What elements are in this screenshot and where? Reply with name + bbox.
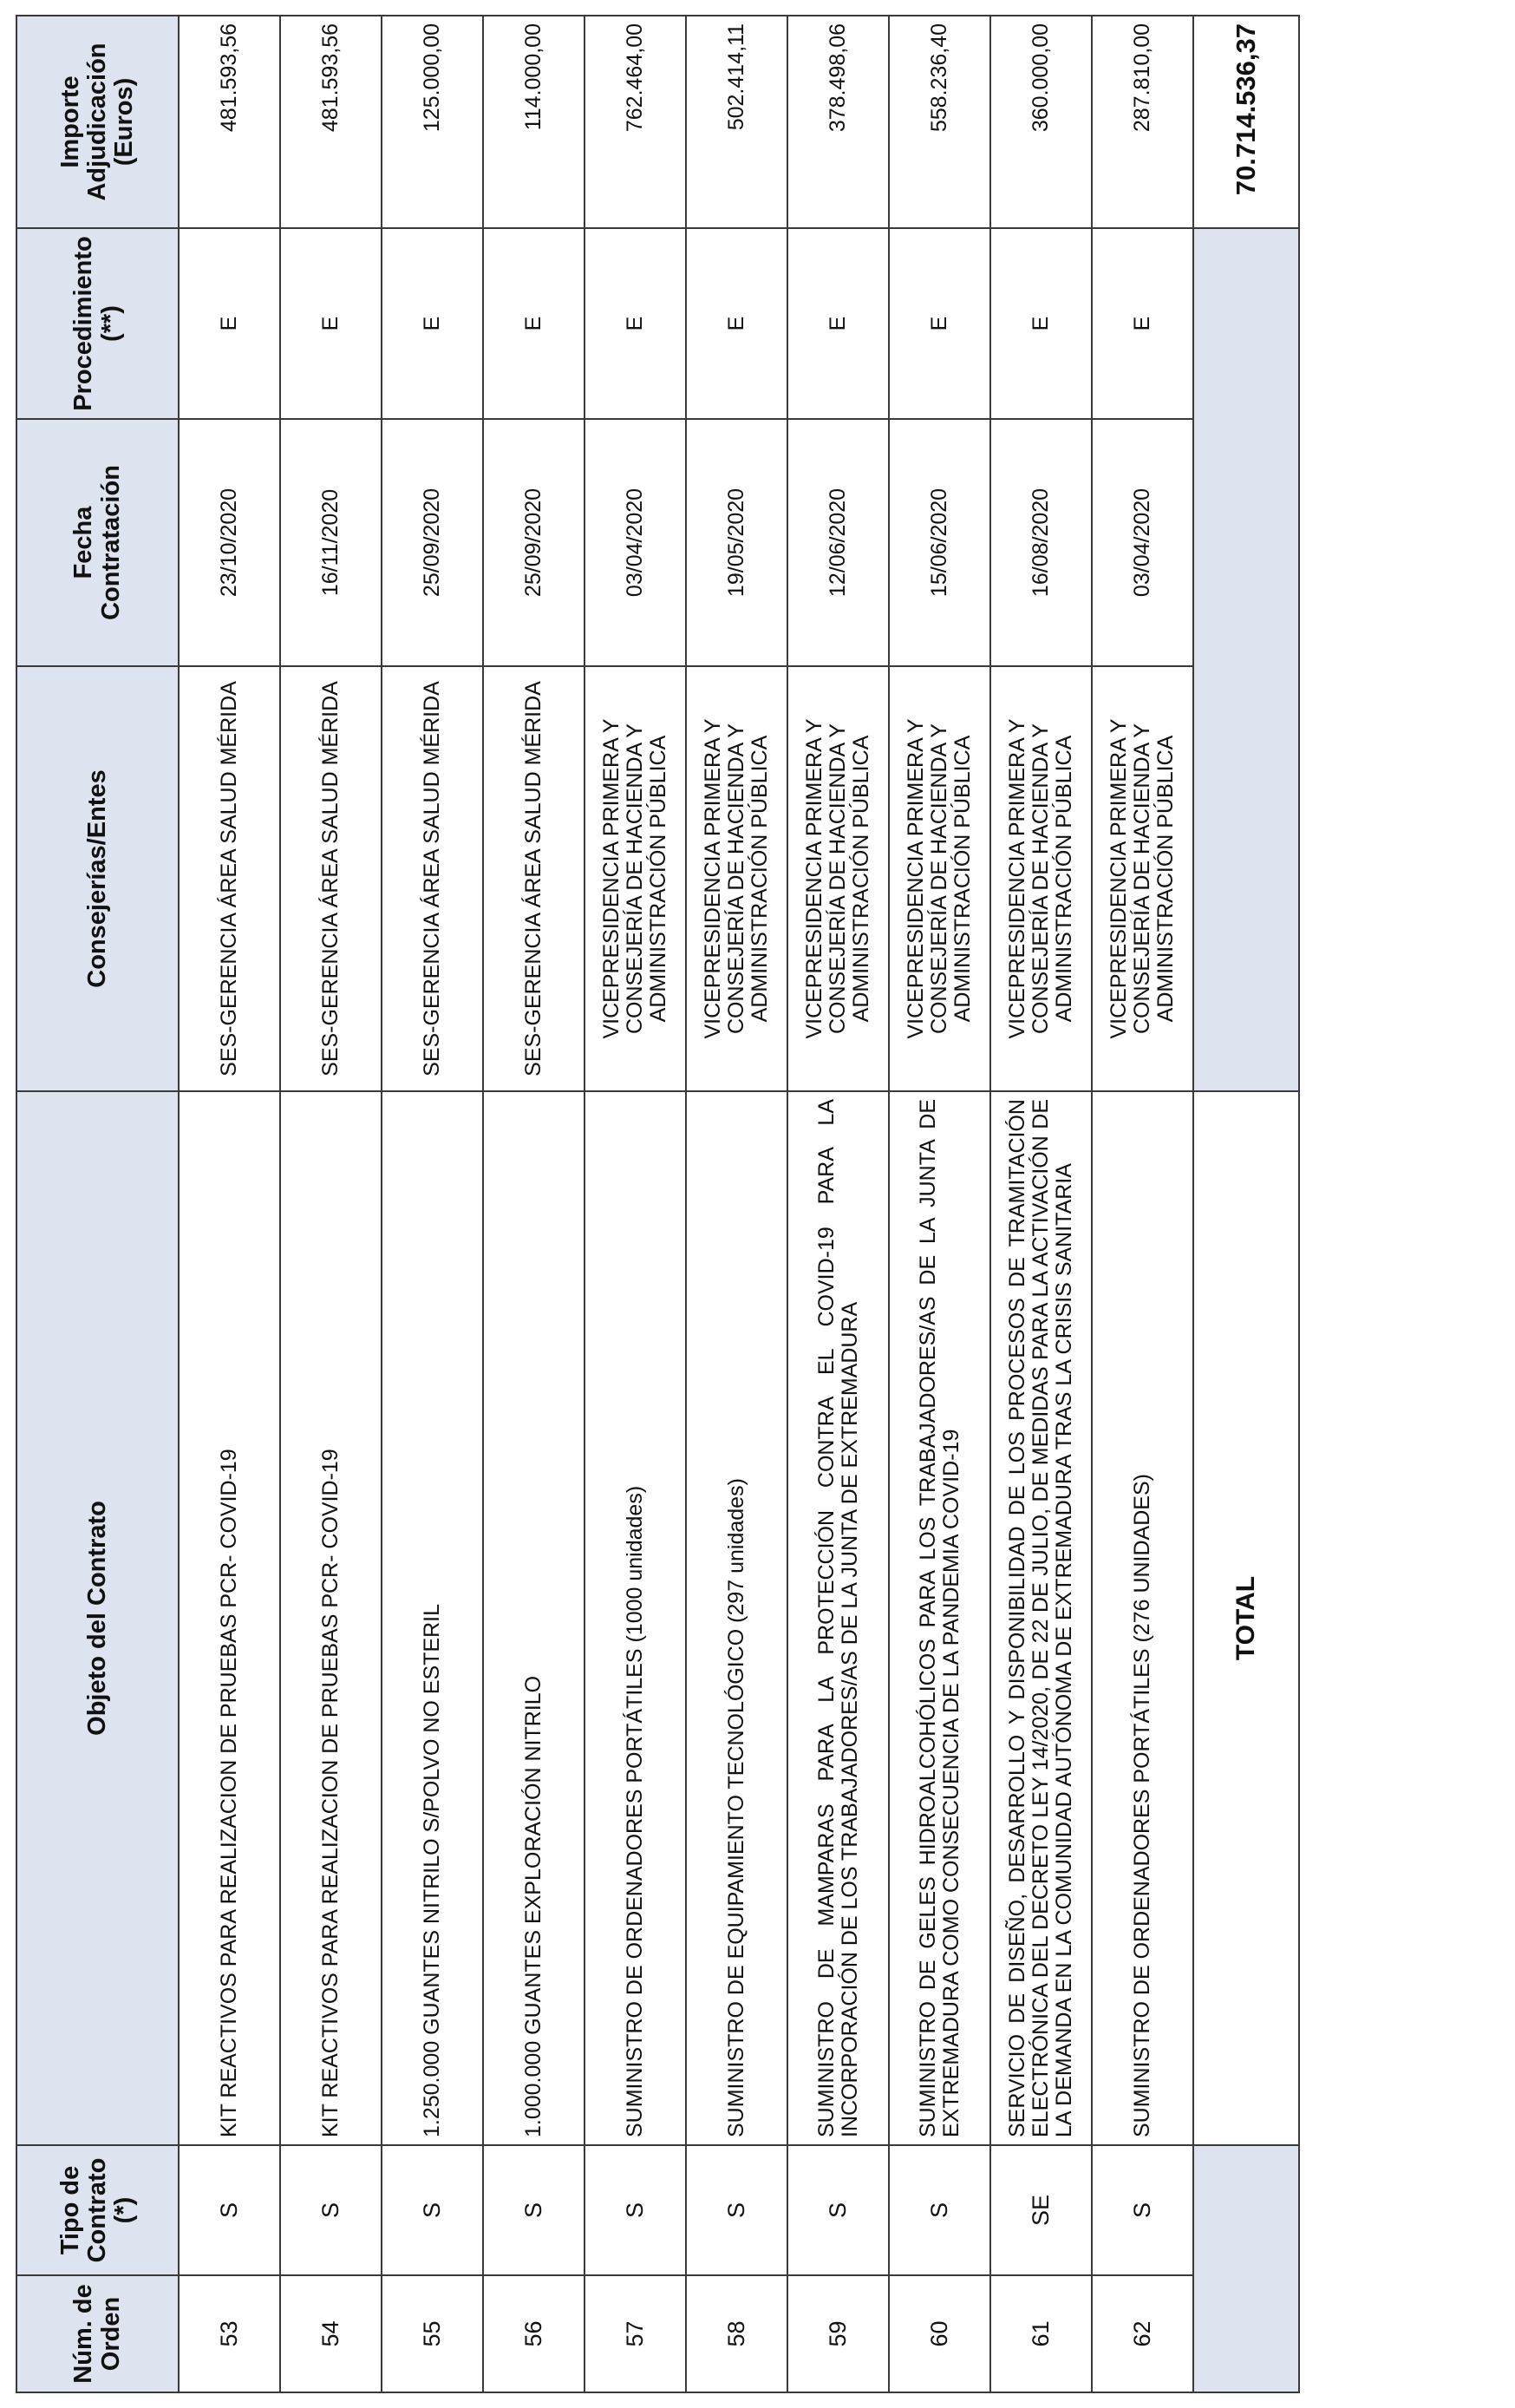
cell-objeto: KIT REACTIVOS PARA REALIZACION DE PRUEBAS PCR- COVID-19	[179, 1091, 280, 2145]
cell-fecha: 25/09/2020	[483, 419, 584, 666]
table-row	[483, 16, 584, 2392]
cell-tipo: S	[483, 2145, 584, 2275]
cell-num: 59	[787, 2275, 889, 2392]
cell-tipo: S	[1092, 2145, 1193, 2275]
cell-ente: VICEPRESIDENCIA PRIMERA Y CONSEJERÍA DE HACIENDA Y ADMINISTRACIÓN PÚBLICA	[584, 666, 686, 1091]
cell-procedimiento: E	[889, 228, 990, 419]
total-value: 70.714.536,37	[1193, 16, 1299, 228]
cell-fecha: 15/06/2020	[889, 419, 990, 666]
table-row	[179, 16, 280, 2392]
total-row	[1193, 16, 1299, 2392]
cell-fecha: 16/11/2020	[280, 419, 382, 666]
header-row	[16, 16, 179, 2392]
cell-num: 58	[686, 2275, 787, 2392]
rotated-table-wrapper	[16, 16, 1273, 2393]
cell-procedimiento: E	[686, 228, 787, 419]
cell-num: 62	[1092, 2275, 1193, 2392]
cell-tipo: S	[584, 2145, 686, 2275]
cell-procedimiento: E	[483, 228, 584, 419]
header-tipo-contrato: Tipo de Contrato (*)	[16, 2145, 179, 2275]
cell-objeto: KIT REACTIVOS PARA REALIZACION DE PRUEBAS PCR- COVID-19	[280, 1091, 382, 2145]
cell-num: 53	[179, 2275, 280, 2392]
cell-objeto: SUMINISTRO DE ORDENADORES PORTÁTILES (276 UNIDADES)	[1092, 1091, 1193, 2145]
cell-objeto: 1.000.000 GUANTES EXPLORACIÓN NITRILO	[483, 1091, 584, 2145]
cell-ente: SES-GERENCIA ÁREA SALUD MÉRIDA	[280, 666, 382, 1091]
table-row	[280, 16, 382, 2392]
cell-objeto: SERVICIO DE DISEÑO, DESARROLLO Y DISPONIBILIDAD DE LOS PROCESOS DE TRAMITACIÓN ELECTRÓNICA DEL DECRETO LEY 14/2020, DE 22 DE JULIO, DE MEDIDAS PARA LA ACTIVACIÓN DE LA DEMANDA EN LA COMUNIDAD AUTÓNOMA DE EXTREMADURA TRAS LA CRISIS SANITARIA	[990, 1091, 1092, 2145]
cell-importe: 378.498,06	[787, 16, 889, 228]
cell-importe: 502.414,11	[686, 16, 787, 228]
cell-tipo: S	[686, 2145, 787, 2275]
total-spacer	[1193, 228, 1299, 1091]
cell-procedimiento: E	[179, 228, 280, 419]
cell-num: 56	[483, 2275, 584, 2392]
cell-fecha: 03/04/2020	[584, 419, 686, 666]
cell-fecha: 23/10/2020	[179, 419, 280, 666]
cell-fecha: 16/08/2020	[990, 419, 1092, 666]
cell-fecha: 25/09/2020	[382, 419, 483, 666]
table-row	[990, 16, 1092, 2392]
cell-ente: VICEPRESIDENCIA PRIMERA Y CONSEJERÍA DE HACIENDA Y ADMINISTRACIÓN PÚBLICA	[1092, 666, 1193, 1091]
cell-tipo: S	[889, 2145, 990, 2275]
table-row	[686, 16, 787, 2392]
cell-importe: 114.000,00	[483, 16, 584, 228]
cell-ente: VICEPRESIDENCIA PRIMERA Y CONSEJERÍA DE HACIENDA Y ADMINISTRACIÓN PÚBLICA	[889, 666, 990, 1091]
cell-ente: VICEPRESIDENCIA PRIMERA Y CONSEJERÍA DE HACIENDA Y ADMINISTRACIÓN PÚBLICA	[990, 666, 1092, 1091]
cell-objeto: SUMINISTRO DE ORDENADORES PORTÁTILES (1000 unidades)	[584, 1091, 686, 2145]
cell-fecha: 03/04/2020	[1092, 419, 1193, 666]
cell-ente: VICEPRESIDENCIA PRIMERA Y CONSEJERÍA DE HACIENDA Y ADMINISTRACIÓN PÚBLICA	[787, 666, 889, 1091]
cell-num: 61	[990, 2275, 1092, 2392]
cell-importe: 558.236,40	[889, 16, 990, 228]
total-spacer	[1193, 2145, 1299, 2392]
cell-tipo: S	[787, 2145, 889, 2275]
header-procedimiento: Procedimiento (**)	[16, 228, 179, 419]
cell-procedimiento: E	[787, 228, 889, 419]
cell-objeto: SUMINISTRO DE EQUIPAMIENTO TECNOLÓGICO (297 unidades)	[686, 1091, 787, 2145]
cell-fecha: 19/05/2020	[686, 419, 787, 666]
table-row	[584, 16, 686, 2392]
cell-num: 54	[280, 2275, 382, 2392]
cell-importe: 125.000,00	[382, 16, 483, 228]
cell-procedimiento: E	[280, 228, 382, 419]
cell-ente: SES-GERENCIA ÁREA SALUD MÉRIDA	[483, 666, 584, 1091]
table-row	[889, 16, 990, 2392]
total-label: TOTAL	[1193, 1091, 1299, 2145]
cell-ente: SES-GERENCIA ÁREA SALUD MÉRIDA	[382, 666, 483, 1091]
header-consejerias: Consejerías/Entes	[16, 666, 179, 1091]
cell-ente: VICEPRESIDENCIA PRIMERA Y CONSEJERÍA DE HACIENDA Y ADMINISTRACIÓN PÚBLICA	[686, 666, 787, 1091]
cell-procedimiento: E	[1092, 228, 1193, 419]
cell-num: 60	[889, 2275, 990, 2392]
cell-procedimiento: E	[990, 228, 1092, 419]
cell-importe: 481.593,56	[179, 16, 280, 228]
cell-objeto: SUMINISTRO DE GELES HIDROALCOHÓLICOS PARA LOS TRABAJADORES/AS DE LA JUNTA DE EXTREMADURA COMO CONSECUENCIA DE LA PANDEMIA COVID-19	[889, 1091, 990, 2145]
cell-importe: 287.810,00	[1092, 16, 1193, 228]
table-row	[382, 16, 483, 2392]
table-row	[787, 16, 889, 2392]
header-importe: Importe Adjudicación (Euros)	[16, 16, 179, 228]
cell-tipo: S	[280, 2145, 382, 2275]
cell-importe: 762.464,00	[584, 16, 686, 228]
header-fecha: Fecha Contratación	[16, 419, 179, 666]
header-num-orden: Núm. de Orden	[16, 2275, 179, 2392]
cell-ente: SES-GERENCIA ÁREA SALUD MÉRIDA	[179, 666, 280, 1091]
cell-procedimiento: E	[382, 228, 483, 419]
cell-procedimiento: E	[584, 228, 686, 419]
header-objeto: Objeto del Contrato	[16, 1091, 179, 2145]
cell-importe: 481.593,56	[280, 16, 382, 228]
contracts-table	[16, 15, 1300, 2393]
cell-objeto: 1.250.000 GUANTES NITRILO S/POLVO NO ESTERIL	[382, 1091, 483, 2145]
cell-num: 55	[382, 2275, 483, 2392]
cell-tipo: SE	[990, 2145, 1092, 2275]
cell-num: 57	[584, 2275, 686, 2392]
cell-tipo: S	[179, 2145, 280, 2275]
cell-importe: 360.000,00	[990, 16, 1092, 228]
cell-fecha: 12/06/2020	[787, 419, 889, 666]
table-row	[1092, 16, 1193, 2392]
cell-objeto: SUMINISTRO DE MAMPARAS PARA LA PROTECCIÓN CONTRA EL COVID-19 PARA LA INCORPORACIÓN DE LOS TRABAJADORES/AS DE LA JUNTA DE EXTREMADURA	[787, 1091, 889, 2145]
cell-tipo: S	[382, 2145, 483, 2275]
